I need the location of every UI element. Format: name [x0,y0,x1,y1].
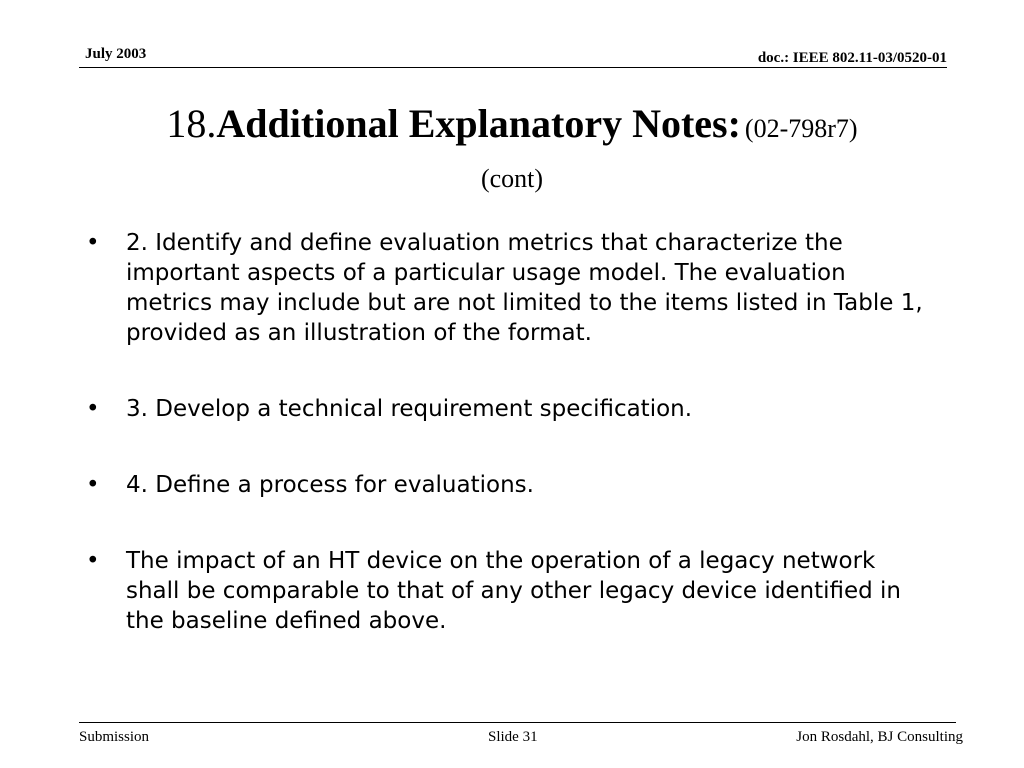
bullet-item [86,546,936,636]
bullet-icon: • [86,472,100,498]
bullet-text: 4. Define a process for evaluations. [126,472,534,498]
title-reference: (02-798r7) [744,114,858,143]
bullet-icon: • [86,396,100,422]
bullet-icon: • [86,230,100,256]
bullet-icon: • [86,548,100,574]
title-number: 18. [166,101,217,146]
footer-author: Jon Rosdahl, BJ Consulting [796,729,963,745]
header-date: July 2003 [85,46,147,62]
title-continued: (cont) [480,164,544,193]
footer-divider [79,722,956,723]
slide-title [70,100,954,201]
bullet-item [86,394,936,424]
bullet-list [86,228,936,682]
header-doc-id: doc.: IEEE 802.11-03/0520-01 [757,50,947,66]
footer-submission: Submission [79,729,150,745]
bullet-text: 2. Identify and define evaluation metrics that characterize the important aspects of a particular usage model. The evaluation metrics may include but are not limited to the items listed in Table 1, provided as an illustration of the format. [126,230,923,346]
title-main: Additional Explanatory Notes: [216,101,741,146]
bullet-item [86,228,936,348]
bullet-text: The impact of an HT device on the operation of a legacy network shall be comparable to that of any other legacy device identified in the baseline defined above. [126,548,902,634]
bullet-text: 3. Develop a technical requirement specification. [126,396,693,422]
header-divider [79,67,947,68]
footer-slide-number: Slide 31 [488,729,538,745]
bullet-item [86,470,936,500]
